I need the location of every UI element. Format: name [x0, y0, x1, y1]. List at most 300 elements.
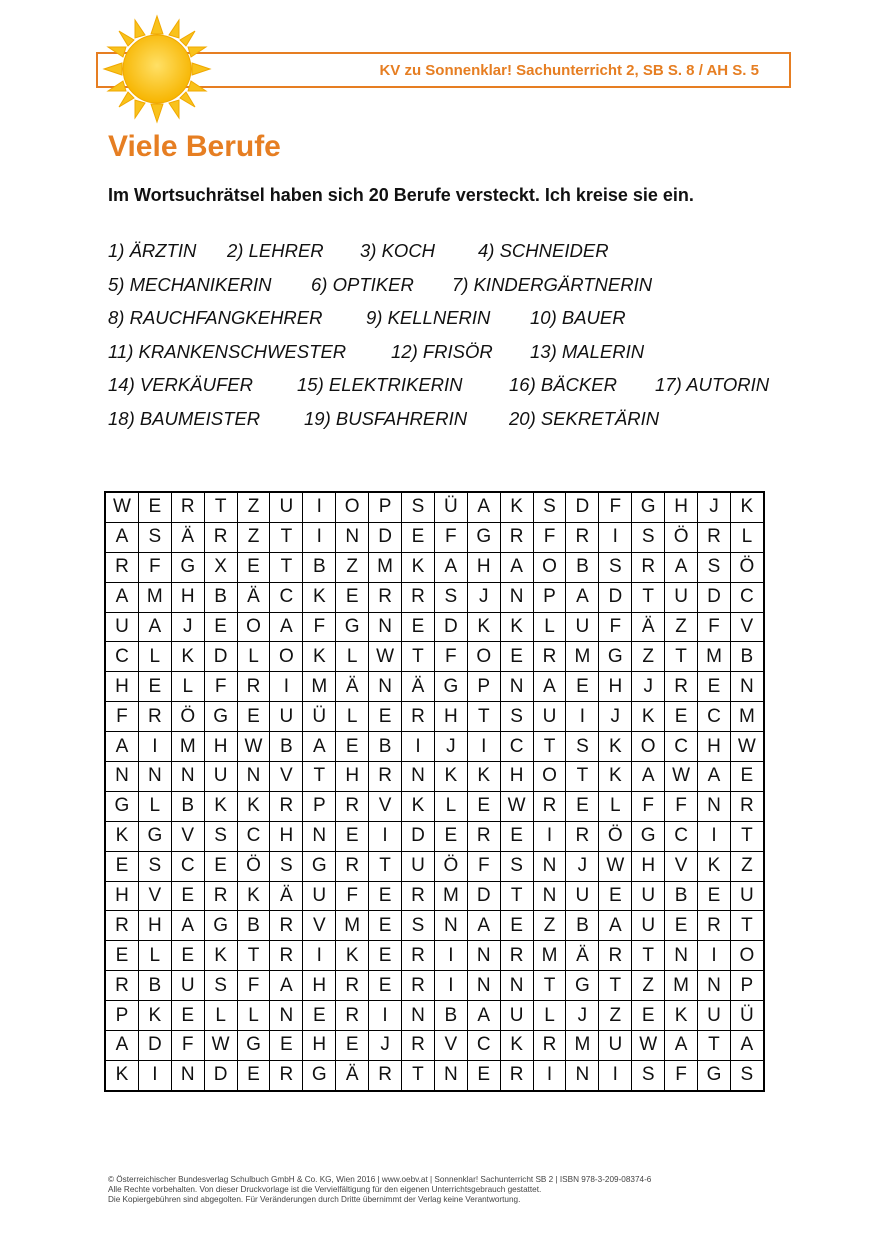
grid-cell[interactable]: N	[698, 791, 731, 821]
grid-cell[interactable]: B	[237, 911, 270, 941]
grid-cell[interactable]: F	[467, 851, 500, 881]
grid-cell[interactable]: Ä	[336, 1060, 369, 1090]
grid-cell[interactable]: A	[270, 612, 303, 642]
grid-cell[interactable]: E	[171, 881, 204, 911]
grid-cell[interactable]: R	[632, 552, 665, 582]
grid-cell[interactable]: N	[500, 672, 533, 702]
grid-cell[interactable]: Ö	[665, 522, 698, 552]
grid-cell[interactable]: K	[237, 791, 270, 821]
grid-cell[interactable]: E	[336, 582, 369, 612]
grid-cell[interactable]: U	[665, 582, 698, 612]
grid-cell[interactable]: K	[171, 642, 204, 672]
grid-cell[interactable]: O	[632, 732, 665, 762]
grid-cell[interactable]: H	[500, 762, 533, 792]
grid-cell[interactable]: E	[402, 522, 435, 552]
grid-cell[interactable]: J	[566, 1001, 599, 1031]
grid-cell[interactable]: K	[402, 552, 435, 582]
grid-cell[interactable]: W	[599, 851, 632, 881]
grid-cell[interactable]: E	[369, 911, 402, 941]
grid-cell[interactable]: T	[599, 971, 632, 1001]
grid-cell[interactable]: E	[467, 791, 500, 821]
grid-cell[interactable]: J	[467, 582, 500, 612]
grid-cell[interactable]: K	[434, 762, 467, 792]
grid-cell[interactable]: U	[730, 881, 763, 911]
grid-cell[interactable]: O	[467, 642, 500, 672]
grid-cell[interactable]: N	[500, 971, 533, 1001]
grid-cell[interactable]: U	[270, 492, 303, 522]
grid-cell[interactable]: Z	[599, 1001, 632, 1031]
grid-cell[interactable]: L	[237, 642, 270, 672]
grid-cell[interactable]: Ö	[730, 552, 763, 582]
grid-cell[interactable]: H	[105, 881, 138, 911]
grid-cell[interactable]: O	[270, 642, 303, 672]
grid-cell[interactable]: C	[105, 642, 138, 672]
grid-cell[interactable]: D	[369, 522, 402, 552]
grid-cell[interactable]: T	[237, 941, 270, 971]
grid-cell[interactable]: R	[402, 1031, 435, 1061]
grid-cell[interactable]: D	[204, 1060, 237, 1090]
grid-cell[interactable]: R	[369, 1060, 402, 1090]
grid-cell[interactable]: H	[336, 762, 369, 792]
grid-cell[interactable]: C	[500, 732, 533, 762]
grid-cell[interactable]: S	[270, 851, 303, 881]
grid-cell[interactable]: S	[632, 522, 665, 552]
grid-cell[interactable]: A	[105, 582, 138, 612]
grid-cell[interactable]: E	[698, 672, 731, 702]
grid-cell[interactable]: N	[500, 582, 533, 612]
grid-cell[interactable]: T	[730, 911, 763, 941]
grid-cell[interactable]: R	[336, 791, 369, 821]
grid-cell[interactable]: W	[500, 791, 533, 821]
grid-cell[interactable]: M	[566, 642, 599, 672]
grid-cell[interactable]: R	[698, 911, 731, 941]
grid-cell[interactable]: E	[665, 911, 698, 941]
grid-cell[interactable]: S	[632, 1060, 665, 1090]
grid-cell[interactable]: F	[204, 672, 237, 702]
grid-cell[interactable]: M	[369, 552, 402, 582]
grid-cell[interactable]: R	[336, 971, 369, 1001]
grid-cell[interactable]: M	[138, 582, 171, 612]
grid-cell[interactable]: V	[270, 762, 303, 792]
grid-cell[interactable]: B	[730, 642, 763, 672]
grid-cell[interactable]: D	[402, 821, 435, 851]
grid-cell[interactable]: M	[533, 941, 566, 971]
grid-cell[interactable]: H	[467, 552, 500, 582]
grid-cell[interactable]: H	[632, 851, 665, 881]
grid-cell[interactable]: T	[402, 642, 435, 672]
grid-cell[interactable]: Ä	[402, 672, 435, 702]
grid-cell[interactable]: A	[434, 552, 467, 582]
grid-cell[interactable]: T	[632, 582, 665, 612]
grid-cell[interactable]: E	[566, 791, 599, 821]
grid-cell[interactable]: U	[303, 881, 336, 911]
grid-cell[interactable]: C	[665, 821, 698, 851]
grid-cell[interactable]: T	[566, 762, 599, 792]
grid-cell[interactable]: F	[171, 1031, 204, 1061]
grid-cell[interactable]: C	[698, 702, 731, 732]
grid-cell[interactable]: R	[467, 821, 500, 851]
grid-cell[interactable]: T	[698, 1031, 731, 1061]
grid-cell[interactable]: L	[336, 642, 369, 672]
grid-cell[interactable]: N	[665, 941, 698, 971]
grid-cell[interactable]: S	[698, 552, 731, 582]
grid-cell[interactable]: K	[303, 582, 336, 612]
grid-cell[interactable]: N	[533, 881, 566, 911]
grid-cell[interactable]: R	[500, 522, 533, 552]
grid-cell[interactable]: E	[402, 612, 435, 642]
grid-cell[interactable]: H	[138, 911, 171, 941]
grid-cell[interactable]: R	[500, 941, 533, 971]
grid-cell[interactable]: Ä	[566, 941, 599, 971]
grid-cell[interactable]: X	[204, 552, 237, 582]
grid-cell[interactable]: R	[402, 881, 435, 911]
grid-cell[interactable]: T	[369, 851, 402, 881]
grid-cell[interactable]: M	[303, 672, 336, 702]
grid-cell[interactable]: R	[402, 702, 435, 732]
grid-cell[interactable]: W	[730, 732, 763, 762]
grid-cell[interactable]: E	[138, 672, 171, 702]
grid-cell[interactable]: C	[730, 582, 763, 612]
grid-cell[interactable]: M	[665, 971, 698, 1001]
grid-cell[interactable]: I	[533, 821, 566, 851]
grid-cell[interactable]: D	[698, 582, 731, 612]
grid-cell[interactable]: A	[533, 672, 566, 702]
grid-cell[interactable]: H	[303, 1031, 336, 1061]
grid-cell[interactable]: B	[369, 732, 402, 762]
grid-cell[interactable]: N	[369, 672, 402, 702]
grid-cell[interactable]: W	[237, 732, 270, 762]
grid-cell[interactable]: S	[402, 492, 435, 522]
grid-cell[interactable]: C	[171, 851, 204, 881]
grid-cell[interactable]: R	[730, 791, 763, 821]
grid-cell[interactable]: B	[204, 582, 237, 612]
grid-cell[interactable]: I	[599, 522, 632, 552]
grid-cell[interactable]: B	[303, 552, 336, 582]
grid-cell[interactable]: N	[105, 762, 138, 792]
grid-cell[interactable]: K	[138, 1001, 171, 1031]
grid-cell[interactable]: G	[467, 522, 500, 552]
grid-cell[interactable]: T	[467, 702, 500, 732]
grid-cell[interactable]: M	[171, 732, 204, 762]
grid-cell[interactable]: G	[434, 672, 467, 702]
grid-cell[interactable]: T	[533, 971, 566, 1001]
grid-cell[interactable]: U	[204, 762, 237, 792]
grid-cell[interactable]: K	[500, 612, 533, 642]
grid-cell[interactable]: R	[533, 791, 566, 821]
grid-cell[interactable]: V	[303, 911, 336, 941]
grid-cell[interactable]: L	[730, 522, 763, 552]
grid-cell[interactable]: N	[171, 762, 204, 792]
grid-cell[interactable]: Z	[336, 552, 369, 582]
grid-cell[interactable]: N	[402, 762, 435, 792]
grid-cell[interactable]: A	[599, 911, 632, 941]
grid-cell[interactable]: G	[204, 911, 237, 941]
grid-cell[interactable]: K	[500, 1031, 533, 1061]
grid-cell[interactable]: R	[270, 911, 303, 941]
grid-cell[interactable]: N	[171, 1060, 204, 1090]
grid-cell[interactable]: S	[500, 702, 533, 732]
grid-cell[interactable]: A	[698, 762, 731, 792]
grid-cell[interactable]: A	[665, 1031, 698, 1061]
grid-cell[interactable]: N	[402, 1001, 435, 1031]
grid-cell[interactable]: Z	[632, 971, 665, 1001]
grid-cell[interactable]: O	[336, 492, 369, 522]
grid-cell[interactable]: C	[237, 821, 270, 851]
grid-cell[interactable]: Z	[237, 492, 270, 522]
grid-cell[interactable]: K	[467, 762, 500, 792]
grid-cell[interactable]: S	[434, 582, 467, 612]
grid-cell[interactable]: K	[303, 642, 336, 672]
grid-cell[interactable]: N	[467, 971, 500, 1001]
grid-cell[interactable]: K	[730, 492, 763, 522]
grid-cell[interactable]: W	[632, 1031, 665, 1061]
grid-cell[interactable]: K	[599, 762, 632, 792]
grid-cell[interactable]: E	[237, 552, 270, 582]
grid-cell[interactable]: K	[105, 821, 138, 851]
grid-cell[interactable]: K	[204, 791, 237, 821]
grid-cell[interactable]: N	[566, 1060, 599, 1090]
grid-cell[interactable]: Ö	[237, 851, 270, 881]
grid-cell[interactable]: F	[434, 642, 467, 672]
grid-cell[interactable]: H	[105, 672, 138, 702]
grid-cell[interactable]: F	[237, 971, 270, 1001]
grid-cell[interactable]: E	[336, 821, 369, 851]
grid-cell[interactable]: A	[467, 911, 500, 941]
grid-cell[interactable]: V	[434, 1031, 467, 1061]
grid-cell[interactable]: A	[105, 732, 138, 762]
grid-cell[interactable]: A	[270, 971, 303, 1001]
grid-cell[interactable]: F	[599, 612, 632, 642]
grid-cell[interactable]: Ü	[730, 1001, 763, 1031]
grid-cell[interactable]: E	[730, 762, 763, 792]
grid-cell[interactable]: G	[204, 702, 237, 732]
grid-cell[interactable]: R	[402, 971, 435, 1001]
grid-cell[interactable]: J	[599, 702, 632, 732]
grid-cell[interactable]: Ö	[171, 702, 204, 732]
grid-cell[interactable]: K	[599, 732, 632, 762]
grid-cell[interactable]: O	[533, 762, 566, 792]
grid-cell[interactable]: V	[665, 851, 698, 881]
grid-cell[interactable]: M	[434, 881, 467, 911]
grid-cell[interactable]: N	[138, 762, 171, 792]
grid-cell[interactable]: F	[105, 702, 138, 732]
grid-cell[interactable]: R	[204, 522, 237, 552]
grid-cell[interactable]: G	[303, 851, 336, 881]
grid-cell[interactable]: P	[533, 582, 566, 612]
grid-cell[interactable]: F	[698, 612, 731, 642]
grid-cell[interactable]: L	[336, 702, 369, 732]
grid-cell[interactable]: U	[599, 1031, 632, 1061]
grid-cell[interactable]: J	[434, 732, 467, 762]
grid-cell[interactable]: K	[336, 941, 369, 971]
grid-cell[interactable]: B	[171, 791, 204, 821]
grid-cell[interactable]: W	[369, 642, 402, 672]
grid-cell[interactable]: I	[467, 732, 500, 762]
grid-cell[interactable]: P	[730, 971, 763, 1001]
grid-cell[interactable]: L	[237, 1001, 270, 1031]
grid-cell[interactable]: L	[138, 642, 171, 672]
grid-cell[interactable]: R	[533, 1031, 566, 1061]
grid-cell[interactable]: K	[467, 612, 500, 642]
grid-cell[interactable]: D	[434, 612, 467, 642]
grid-cell[interactable]: I	[434, 971, 467, 1001]
grid-cell[interactable]: F	[533, 522, 566, 552]
grid-cell[interactable]: E	[500, 911, 533, 941]
grid-cell[interactable]: A	[467, 1001, 500, 1031]
grid-cell[interactable]: W	[105, 492, 138, 522]
grid-cell[interactable]: R	[336, 1001, 369, 1031]
grid-cell[interactable]: I	[698, 941, 731, 971]
grid-cell[interactable]: H	[171, 582, 204, 612]
grid-cell[interactable]: H	[434, 702, 467, 732]
grid-cell[interactable]: A	[303, 732, 336, 762]
grid-cell[interactable]: G	[566, 971, 599, 1001]
grid-cell[interactable]: A	[105, 522, 138, 552]
grid-cell[interactable]: E	[632, 1001, 665, 1031]
grid-cell[interactable]: E	[336, 732, 369, 762]
grid-cell[interactable]: O	[533, 552, 566, 582]
grid-cell[interactable]: G	[105, 791, 138, 821]
grid-cell[interactable]: G	[336, 612, 369, 642]
grid-cell[interactable]: U	[632, 911, 665, 941]
grid-cell[interactable]: I	[303, 941, 336, 971]
grid-cell[interactable]: U	[566, 612, 599, 642]
grid-cell[interactable]: P	[303, 791, 336, 821]
grid-cell[interactable]: T	[270, 552, 303, 582]
grid-cell[interactable]: K	[105, 1060, 138, 1090]
grid-cell[interactable]: A	[138, 612, 171, 642]
grid-cell[interactable]: H	[665, 492, 698, 522]
grid-cell[interactable]: E	[369, 881, 402, 911]
grid-cell[interactable]: J	[632, 672, 665, 702]
grid-cell[interactable]: O	[237, 612, 270, 642]
grid-cell[interactable]: E	[171, 1001, 204, 1031]
grid-cell[interactable]: I	[138, 732, 171, 762]
grid-cell[interactable]: F	[434, 522, 467, 552]
grid-cell[interactable]: L	[533, 1001, 566, 1031]
grid-cell[interactable]: U	[533, 702, 566, 732]
grid-cell[interactable]: A	[665, 552, 698, 582]
grid-cell[interactable]: O	[730, 941, 763, 971]
grid-cell[interactable]: S	[533, 492, 566, 522]
grid-cell[interactable]: S	[138, 522, 171, 552]
grid-cell[interactable]: T	[270, 522, 303, 552]
grid-cell[interactable]: N	[369, 612, 402, 642]
grid-cell[interactable]: Ü	[303, 702, 336, 732]
grid-cell[interactable]: S	[402, 911, 435, 941]
grid-cell[interactable]: F	[665, 791, 698, 821]
grid-cell[interactable]: I	[599, 1060, 632, 1090]
grid-cell[interactable]: F	[336, 881, 369, 911]
grid-cell[interactable]: S	[599, 552, 632, 582]
grid-cell[interactable]: E	[665, 702, 698, 732]
grid-cell[interactable]: E	[698, 881, 731, 911]
grid-cell[interactable]: Z	[237, 522, 270, 552]
grid-cell[interactable]: Ä	[632, 612, 665, 642]
grid-cell[interactable]: A	[730, 1031, 763, 1061]
grid-cell[interactable]: K	[500, 492, 533, 522]
grid-cell[interactable]: B	[566, 552, 599, 582]
grid-cell[interactable]: I	[369, 821, 402, 851]
grid-cell[interactable]: D	[467, 881, 500, 911]
grid-cell[interactable]: H	[303, 971, 336, 1001]
grid-cell[interactable]: Z	[533, 911, 566, 941]
grid-cell[interactable]: R	[105, 971, 138, 1001]
grid-cell[interactable]: H	[599, 672, 632, 702]
grid-cell[interactable]: I	[533, 1060, 566, 1090]
grid-cell[interactable]: U	[105, 612, 138, 642]
grid-cell[interactable]: B	[665, 881, 698, 911]
grid-cell[interactable]: D	[599, 582, 632, 612]
grid-cell[interactable]: K	[402, 791, 435, 821]
grid-cell[interactable]: T	[303, 762, 336, 792]
grid-cell[interactable]: F	[632, 791, 665, 821]
grid-cell[interactable]: N	[237, 762, 270, 792]
grid-cell[interactable]: T	[500, 881, 533, 911]
grid-cell[interactable]: W	[665, 762, 698, 792]
grid-cell[interactable]: K	[237, 881, 270, 911]
grid-cell[interactable]: H	[204, 732, 237, 762]
grid-cell[interactable]: B	[434, 1001, 467, 1031]
grid-cell[interactable]: E	[204, 851, 237, 881]
grid-cell[interactable]: E	[369, 941, 402, 971]
grid-cell[interactable]: F	[665, 1060, 698, 1090]
grid-cell[interactable]: K	[698, 851, 731, 881]
grid-cell[interactable]: R	[270, 941, 303, 971]
grid-cell[interactable]: C	[467, 1031, 500, 1061]
grid-cell[interactable]: N	[303, 821, 336, 851]
grid-cell[interactable]: G	[632, 821, 665, 851]
grid-cell[interactable]: N	[336, 522, 369, 552]
grid-cell[interactable]: R	[369, 762, 402, 792]
grid-cell[interactable]: E	[336, 1031, 369, 1061]
grid-cell[interactable]: T	[632, 941, 665, 971]
grid-cell[interactable]: Ö	[599, 821, 632, 851]
grid-cell[interactable]: G	[171, 552, 204, 582]
grid-cell[interactable]: L	[599, 791, 632, 821]
grid-cell[interactable]: T	[533, 732, 566, 762]
grid-cell[interactable]: I	[303, 522, 336, 552]
grid-cell[interactable]: R	[105, 911, 138, 941]
grid-cell[interactable]: V	[369, 791, 402, 821]
grid-cell[interactable]: S	[138, 851, 171, 881]
grid-cell[interactable]: E	[500, 821, 533, 851]
grid-cell[interactable]: R	[270, 1060, 303, 1090]
grid-cell[interactable]: E	[105, 941, 138, 971]
grid-cell[interactable]: L	[434, 791, 467, 821]
grid-cell[interactable]: H	[270, 821, 303, 851]
grid-cell[interactable]: U	[270, 702, 303, 732]
grid-cell[interactable]: T	[402, 1060, 435, 1090]
grid-cell[interactable]: R	[566, 821, 599, 851]
grid-cell[interactable]: E	[204, 612, 237, 642]
grid-cell[interactable]: R	[698, 522, 731, 552]
grid-cell[interactable]: G	[698, 1060, 731, 1090]
grid-cell[interactable]: N	[467, 941, 500, 971]
grid-cell[interactable]: S	[730, 1060, 763, 1090]
grid-cell[interactable]: R	[566, 522, 599, 552]
grid-cell[interactable]: T	[204, 492, 237, 522]
grid-cell[interactable]: A	[566, 582, 599, 612]
grid-cell[interactable]: I	[138, 1060, 171, 1090]
grid-cell[interactable]: R	[336, 851, 369, 881]
grid-cell[interactable]: M	[336, 911, 369, 941]
grid-cell[interactable]: I	[434, 941, 467, 971]
grid-cell[interactable]: E	[599, 881, 632, 911]
grid-cell[interactable]: V	[138, 881, 171, 911]
grid-cell[interactable]: E	[138, 492, 171, 522]
grid-cell[interactable]: Z	[730, 851, 763, 881]
